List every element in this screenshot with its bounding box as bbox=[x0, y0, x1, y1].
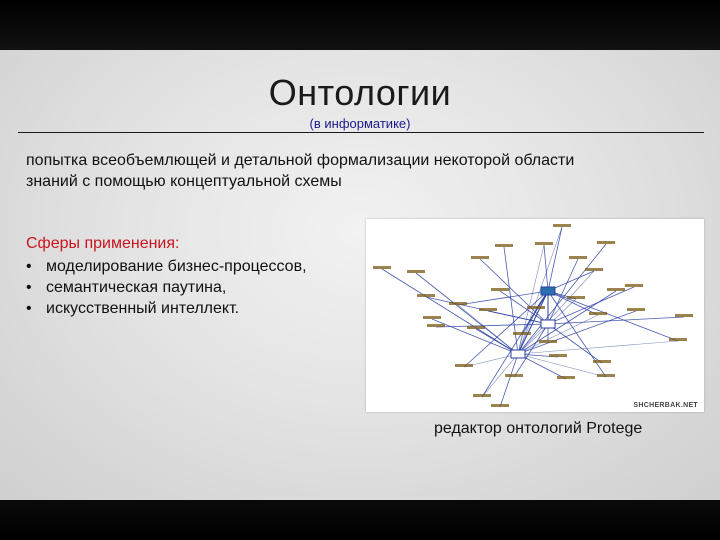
scope-item bbox=[26, 298, 307, 319]
scope-item-text: моделирование бизнес-процессов, bbox=[46, 258, 307, 275]
scope-heading: Сферы применения: bbox=[26, 235, 180, 252]
bullet-icon: • bbox=[26, 279, 32, 296]
graph-node-label bbox=[423, 316, 441, 319]
graph-edge bbox=[500, 354, 518, 407]
graph-hub-node bbox=[511, 350, 525, 358]
definition-text: попытка всеобъемлющей и детальной формализации некоторой области знаний с помощью концептуальной схемы bbox=[26, 152, 575, 190]
graph-node-label bbox=[627, 308, 645, 311]
graph-node-label bbox=[407, 270, 425, 273]
scope-item-text: семантическая паутина, bbox=[46, 279, 227, 296]
graph-node-label bbox=[527, 306, 545, 309]
graph-node-label bbox=[535, 242, 553, 245]
graph-node-label bbox=[625, 284, 643, 287]
graph-node-label bbox=[597, 374, 615, 377]
graph-node-label bbox=[471, 256, 489, 259]
scope-item bbox=[26, 277, 307, 298]
graph-node-label bbox=[607, 288, 625, 291]
graph-node-label bbox=[557, 376, 575, 379]
graph-node-label bbox=[495, 244, 513, 247]
figure-caption: редактор онтологий Protege bbox=[434, 420, 643, 437]
graph-edge bbox=[548, 227, 562, 291]
graph-edge bbox=[458, 305, 518, 354]
ontology-graph-image bbox=[366, 219, 704, 412]
ontology-graph bbox=[366, 219, 704, 412]
graph-node-label bbox=[539, 340, 557, 343]
graph-edge bbox=[504, 247, 518, 354]
graph-node-label bbox=[373, 266, 391, 269]
graph-node-label bbox=[585, 268, 603, 271]
graph-node-label bbox=[473, 394, 491, 397]
graph-hub-node bbox=[541, 320, 555, 328]
graph-node-label bbox=[669, 338, 687, 341]
graph-node-label bbox=[593, 360, 611, 363]
graph-node-label bbox=[549, 354, 567, 357]
graph-node-label bbox=[513, 332, 531, 335]
graph-hub-node bbox=[541, 287, 555, 295]
graph-node-label bbox=[589, 312, 607, 315]
graph-edge bbox=[480, 259, 548, 324]
graph-node-label bbox=[569, 256, 587, 259]
slide-title: Онтологии bbox=[268, 72, 452, 113]
scope-item bbox=[26, 256, 307, 277]
graph-node-label bbox=[505, 374, 523, 377]
graph-node-label bbox=[567, 296, 585, 299]
graph-node-label bbox=[449, 302, 467, 305]
graph-node-label bbox=[675, 314, 693, 317]
graph-node-label bbox=[491, 404, 509, 407]
graph-node-label bbox=[417, 294, 435, 297]
figure-watermark: SHCHERBAK.NET bbox=[633, 402, 698, 409]
graph-node-label bbox=[427, 324, 445, 327]
graph-edge bbox=[382, 269, 518, 354]
scope-item-text: искусственный интеллект. bbox=[46, 300, 240, 317]
graph-node-label bbox=[455, 364, 473, 367]
graph-node-label bbox=[467, 326, 485, 329]
graph-node-label bbox=[479, 308, 497, 311]
graph-node-label bbox=[553, 224, 571, 227]
scope-list bbox=[26, 256, 307, 319]
top-band bbox=[0, 0, 720, 50]
graph-edge bbox=[544, 245, 548, 291]
slide-subtitle: (в информатике) bbox=[309, 116, 411, 131]
graph-node-label bbox=[491, 288, 509, 291]
title-divider bbox=[18, 132, 704, 133]
bullet-icon: • bbox=[26, 258, 32, 275]
bottom-band bbox=[0, 500, 720, 540]
graph-node-label bbox=[597, 241, 615, 244]
bullet-icon: • bbox=[26, 300, 32, 317]
